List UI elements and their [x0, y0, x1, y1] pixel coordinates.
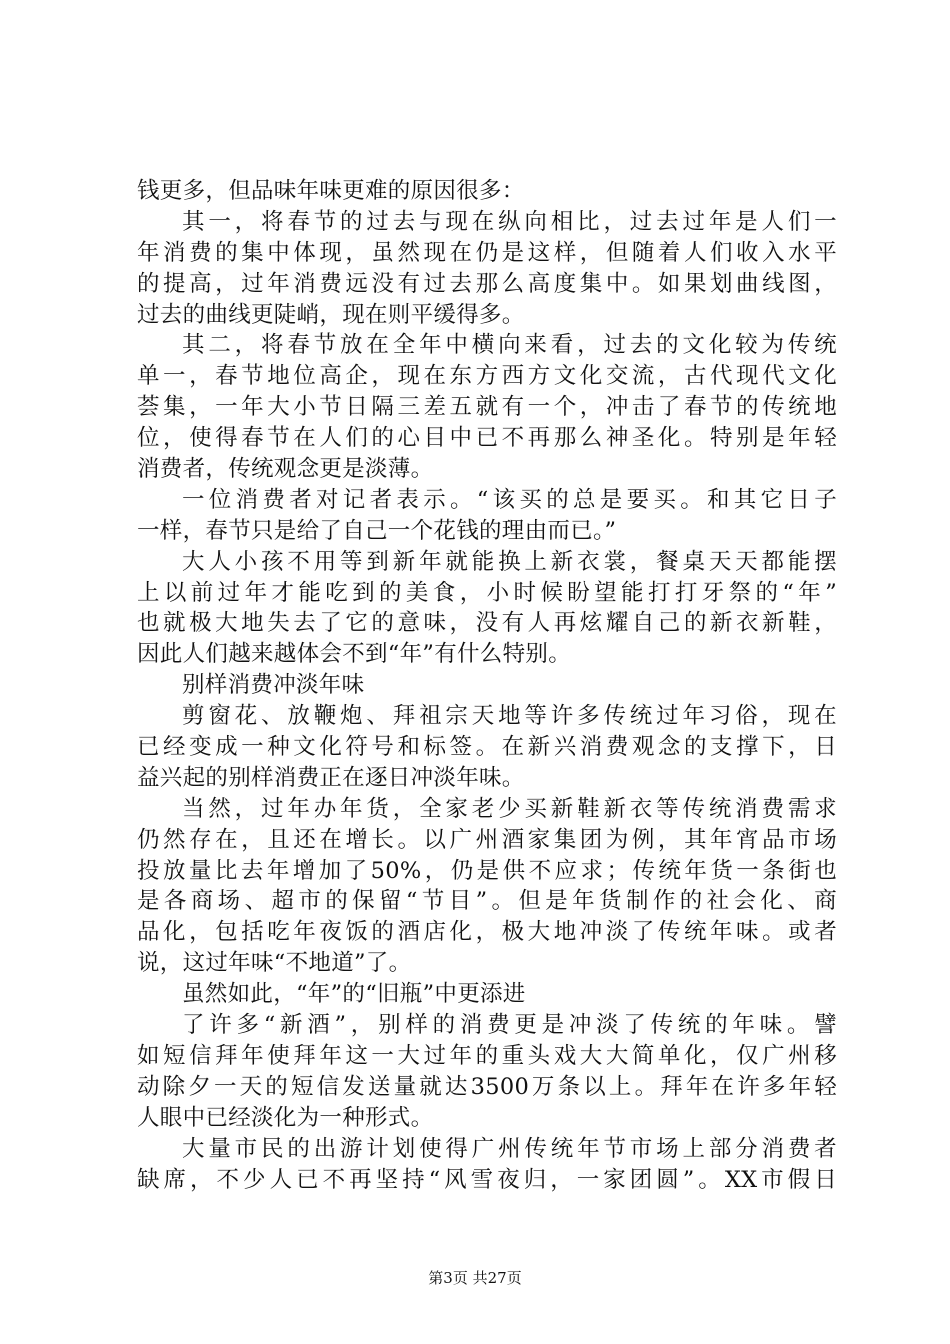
text-line: 其一，将春节的过去与现在纵向相比，过去过年是人们一	[182, 208, 837, 235]
page-footer: 第3页 共27页	[428, 1269, 522, 1287]
text-line: 虽然如此，“年”的“旧瓶”中更添进	[182, 981, 526, 1008]
text-line: 大人小孩不用等到新年就能换上新衣裳，餐桌天天都能摆	[182, 548, 837, 575]
text-line: 已经变成一种文化符号和标签。在新兴消费观念的支撑下，日	[137, 734, 837, 761]
text-line: 大量市民的出游计划使得广州传统年节市场上部分消费者	[182, 1135, 837, 1162]
text-line: 位，使得春节在人们的心目中已不再那么神圣化。特别是年轻	[137, 425, 837, 452]
text-line: 单一，春节地位高企，现在东方西方文化交流，古代现代文化	[137, 363, 837, 390]
body-text	[137, 176, 837, 1195]
text-line: 益兴起的别样消费正在逐日冲淡年味。	[137, 764, 525, 791]
text-line: 也就极大地失去了它的意味，没有人再炫耀自己的新衣新鞋，	[137, 610, 837, 637]
text-line: 别样消费冲淡年味	[182, 672, 365, 699]
text-line: 如短信拜年使拜年这一大过年的重头戏大大简单化，仅广州移	[137, 1042, 837, 1069]
text-line: 的提高，过年消费远没有过去那么高度集中。如果划曲线图，	[137, 270, 837, 297]
text-line: 消费者，传统观念更是淡薄。	[137, 456, 434, 483]
text-line: 当然，过年办年货，全家老少买新鞋新衣等传统消费需求	[182, 795, 837, 822]
text-line: 上以前过年才能吃到的美食，小时候盼望能打打牙祭的“年”	[137, 579, 837, 606]
text-line: 是各商场、超市的保留“节目”。但是年货制作的社会化、商	[137, 888, 837, 915]
text-line: 品化，包括吃年夜饭的酒店化，极大地冲淡了传统年味。或者	[137, 919, 837, 946]
text-line: 缺席，不少人已不再坚持“风雪夜归，一家团圆”。XX市假日	[137, 1166, 837, 1193]
text-line: 了许多“新酒”，别样的消费更是冲淡了传统的年味。譬	[182, 1012, 837, 1039]
text-line: 其二，将春节放在全年中横向来看，过去的文化较为传统	[182, 332, 837, 359]
text-line: 荟集，一年大小节日隔三差五就有一个，冲击了春节的传统地	[137, 394, 837, 421]
text-line: 投放量比去年增加了50%，仍是供不应求；传统年货一条街也	[137, 857, 837, 884]
text-line: 剪窗花、放鞭炮、拜祖宗天地等许多传统过年习俗，现在	[182, 703, 837, 730]
text-line: 因此人们越来越体会不到“年”有什么特别。	[137, 641, 572, 668]
text-line: 年消费的集中体现，虽然现在仍是这样，但随着人们收入水平	[137, 239, 837, 266]
text-line: 钱更多，但品味年味更难的原因很多：	[137, 178, 525, 204]
text-line: 仍然存在，且还在增长。以广州酒家集团为例，其年宵品市场	[137, 826, 837, 853]
text-line: 人眼中已经淡化为一种形式。	[137, 1104, 434, 1131]
text-line: 说，这过年味“不地道”了。	[137, 950, 412, 977]
text-line: 一位消费者对记者表示。“该买的总是要买。和其它日子	[182, 486, 837, 513]
text-line: 动除夕一天的短信发送量就达3500万条以上。拜年在许多年轻	[137, 1073, 837, 1100]
text-line: 过去的曲线更陡峭，现在则平缓得多。	[137, 301, 525, 328]
text-line: 一样，春节只是给了自己一个花钱的理由而已。”	[137, 517, 617, 544]
